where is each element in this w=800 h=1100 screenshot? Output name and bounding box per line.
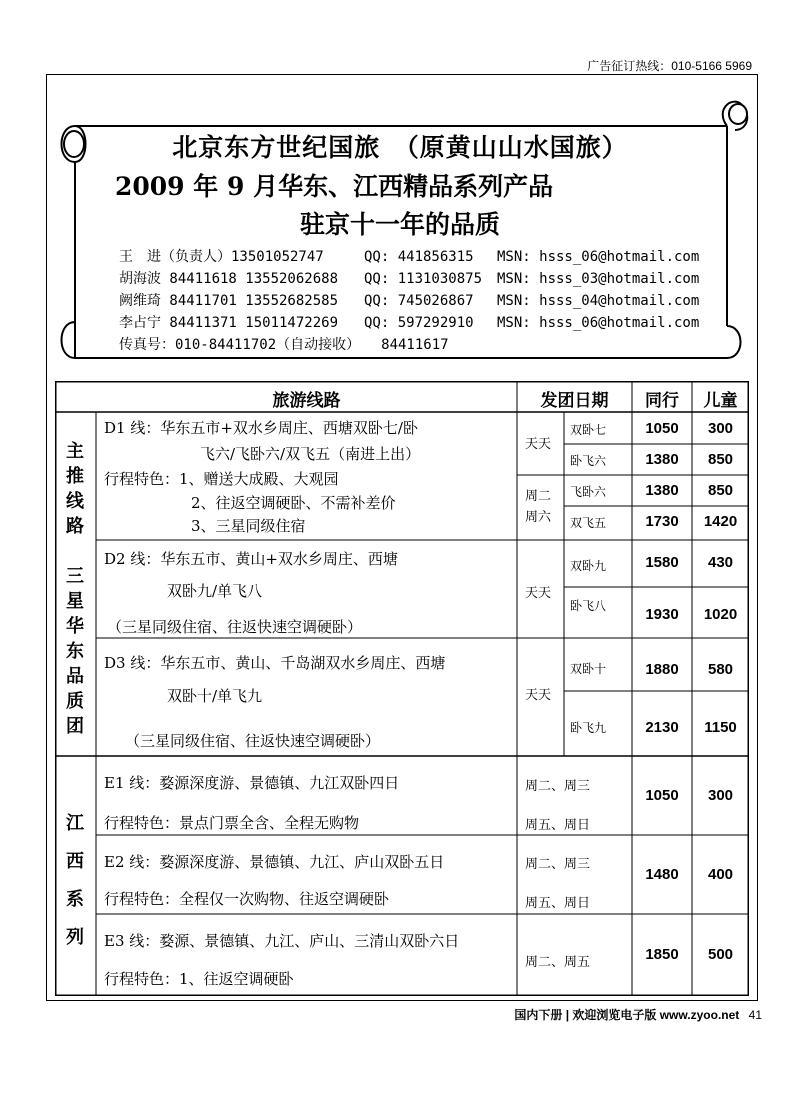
route-e1-line1: E1 线：婺源深度游、景德镇、九江双卧四日 bbox=[104, 774, 400, 792]
page-number: 41 bbox=[748, 1008, 762, 1022]
contact-msn: MSN: hsss_06@hotmail.com bbox=[497, 249, 700, 265]
contact-msn: MSN: hsss_04@hotmail.com bbox=[497, 293, 700, 309]
category-char: 星 bbox=[66, 591, 84, 612]
category-char: 主 bbox=[66, 441, 84, 462]
child-price: 500 bbox=[707, 946, 734, 963]
category-char: 质 bbox=[66, 691, 84, 712]
child-price: 300 bbox=[707, 420, 734, 437]
category-char: 西 bbox=[66, 851, 84, 872]
option-type: 卧飞九 bbox=[570, 721, 607, 735]
adult-price: 1730 bbox=[645, 513, 679, 530]
category-char: 三 bbox=[66, 566, 84, 587]
category-char: 推 bbox=[66, 466, 84, 487]
header-child-price: 儿童 bbox=[703, 391, 738, 411]
footer-slogan: 欢迎浏览电子版 www.zyoo.net bbox=[572, 1008, 740, 1022]
category-char: 系 bbox=[66, 889, 84, 910]
agency-title: 北京东方世纪国旅 （原黄山山水国旅） bbox=[172, 133, 628, 162]
route-d1-line2: 飞六/飞卧六/双飞五（南进上出） bbox=[200, 445, 421, 463]
option-type: 双卧九 bbox=[570, 559, 607, 573]
route-e2-line1: E2 线：婺源深度游、景德镇、九江、庐山双卧五日 bbox=[104, 853, 445, 871]
route-d1-feature3: 3、三星同级住宿 bbox=[191, 517, 306, 535]
route-e3-line1: E3 线：婺源、景德镇、九江、庐山、三清山双卧六日 bbox=[104, 932, 460, 950]
product-title: 2009 年 9 月华东、江西精品系列产品 bbox=[115, 172, 554, 201]
child-price: 1420 bbox=[703, 513, 738, 530]
option-type: 卧飞八 bbox=[570, 599, 607, 613]
header-route: 旅游线路 bbox=[272, 391, 341, 411]
contact-name: 王 进（负责人）13501052747 bbox=[119, 249, 324, 265]
d1-dates-weekly-a: 周二 bbox=[525, 489, 552, 504]
contact-qq: QQ: 745026867 bbox=[364, 293, 474, 309]
e3-dates: 周二、周五 bbox=[525, 955, 591, 970]
option-type: 双卧十 bbox=[570, 662, 607, 676]
category-char bbox=[63, 539, 87, 564]
child-price: 430 bbox=[707, 554, 734, 571]
route-d3-line2: 双卧十/单飞九 bbox=[167, 687, 263, 705]
contact-qq: QQ: 597292910 bbox=[364, 315, 474, 331]
category-char: 团 bbox=[66, 716, 84, 737]
adult-price: 1380 bbox=[645, 451, 679, 468]
route-d2-note: （三星同级住宿、往返快速空调硬卧） bbox=[107, 618, 363, 636]
category-char: 路 bbox=[66, 516, 84, 537]
e2-dates-a: 周二、周三 bbox=[525, 857, 591, 872]
fax-number: 传真号：010-84411702（自动接收） 84411617 bbox=[119, 337, 449, 353]
adult-price: 2130 bbox=[645, 719, 679, 736]
contact-qq: QQ: 441856315 bbox=[364, 249, 474, 265]
route-d1-feature1: 行程特色：1、赠送大成殿、大观园 bbox=[104, 470, 339, 488]
adult-price: 1380 bbox=[645, 482, 679, 499]
child-price: 300 bbox=[707, 787, 734, 804]
option-type: 卧飞六 bbox=[570, 454, 607, 468]
child-price: 1150 bbox=[704, 719, 737, 736]
category-char: 列 bbox=[66, 927, 84, 948]
child-price: 580 bbox=[707, 661, 734, 678]
contact-qq: QQ: 1131030875 bbox=[364, 271, 483, 287]
d1-dates-daily: 天天 bbox=[525, 437, 552, 452]
adult-price: 1050 bbox=[645, 787, 679, 804]
e2-dates-b: 周五、周日 bbox=[525, 896, 591, 911]
adult-price: 1580 bbox=[645, 554, 679, 571]
child-price: 850 bbox=[707, 451, 734, 468]
category-char: 线 bbox=[66, 491, 84, 512]
category-char: 品 bbox=[66, 666, 84, 687]
child-price: 400 bbox=[707, 866, 734, 883]
route-e1-line2: 行程特色：景点门票全含、全程无购物 bbox=[104, 814, 360, 832]
contact-name: 阙维琦 84411701 13552682585 bbox=[119, 293, 339, 309]
adult-price: 1880 bbox=[645, 661, 679, 678]
option-type: 双卧七 bbox=[570, 423, 607, 437]
header-dates: 发团日期 bbox=[540, 391, 609, 411]
route-d2-line2: 双卧九/单飞八 bbox=[167, 582, 263, 600]
route-e3-line2: 行程特色：1、往返空调硬卧 bbox=[104, 970, 294, 988]
category-char: 江 bbox=[66, 813, 84, 834]
route-d3-note: （三星同级住宿、往返快速空调硬卧） bbox=[125, 732, 381, 750]
d3-dates: 天天 bbox=[525, 688, 552, 703]
adult-price: 1480 bbox=[645, 866, 679, 883]
route-d1-feature2: 2、往返空调硬卧、不需补差价 bbox=[191, 494, 396, 512]
footer-section: 国内下册 bbox=[514, 1008, 563, 1022]
e1-dates-a: 周二、周三 bbox=[525, 779, 591, 794]
route-d1-line1: D1 线：华东五市+双水乡周庄、西塘双卧七/卧 bbox=[104, 419, 418, 437]
category-char: 华 bbox=[66, 616, 84, 637]
ad-hotline: 广告征订热线：010-5166 5969 bbox=[587, 59, 752, 73]
page-footer bbox=[514, 1006, 762, 1023]
contact-msn: MSN: hsss_06@hotmail.com bbox=[497, 315, 700, 331]
option-type: 双飞五 bbox=[570, 516, 607, 530]
option-type: 飞卧六 bbox=[570, 485, 607, 499]
child-price: 850 bbox=[707, 482, 734, 499]
d2-dates: 天天 bbox=[525, 586, 552, 601]
contact-name: 胡海波 84411618 13552062688 bbox=[119, 271, 339, 287]
adult-price: 1930 bbox=[645, 606, 679, 623]
category-char: 东 bbox=[66, 641, 84, 662]
footer-separator: | bbox=[565, 1008, 570, 1022]
route-d3-line1: D3 线：华东五市、黄山、千岛湖双水乡周庄、西塘 bbox=[104, 654, 446, 672]
price-table bbox=[55, 381, 749, 996]
e1-dates-b: 周五、周日 bbox=[525, 818, 591, 833]
header-adult-price: 同行 bbox=[645, 391, 679, 411]
category-jiangxi bbox=[63, 805, 87, 957]
adult-price: 1850 bbox=[645, 946, 679, 963]
quality-slogan: 驻京十一年的品质 bbox=[299, 210, 500, 239]
category-huadong bbox=[63, 439, 87, 739]
contact-msn: MSN: hsss_03@hotmail.com bbox=[497, 271, 700, 287]
child-price: 1020 bbox=[703, 606, 738, 623]
contact-name: 李占宁 84411371 15011472269 bbox=[119, 315, 339, 331]
route-d2-line1: D2 线：华东五市、黄山+双水乡周庄、西塘 bbox=[104, 550, 398, 568]
d1-dates-weekly-b: 周六 bbox=[525, 510, 552, 525]
adult-price: 1050 bbox=[645, 420, 679, 437]
route-e2-line2: 行程特色：全程仅一次购物、往返空调硬卧 bbox=[104, 890, 390, 908]
